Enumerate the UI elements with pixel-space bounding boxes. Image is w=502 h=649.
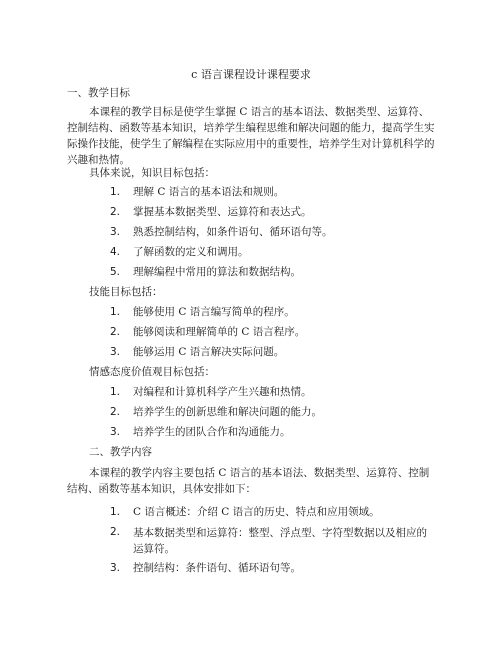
list-number: 1. — [110, 386, 121, 398]
list-number: 2. — [110, 326, 121, 338]
list-item: 能够使用 C 语言编写简单的程序。 — [133, 306, 295, 318]
list-number: 2. — [110, 406, 121, 418]
list-item: 能够运用 C 语言解决实际问题。 — [133, 346, 285, 358]
list-item: 培养学生的创新思维和解决问题的能力。 — [133, 406, 322, 418]
list-number: 4. — [110, 246, 121, 258]
list-item: C 语言概述：介绍 C 语言的历史、特点和应用领域。 — [133, 506, 380, 518]
list-item: 控制结构：条件语句、循环语句等。 — [133, 562, 301, 574]
skill-lead: 技能目标包括： — [89, 286, 163, 298]
section-heading-content: 二、教学内容 — [89, 446, 152, 458]
list-number: 3. — [110, 562, 121, 574]
intro-paragraph: 本课程的教学目标是使学生掌握 C 语言的基本语法、数据类型、运算符、控制结构、函数等基本知识，培养学生编程思维和解决问题的能力，提高学生实际操作技能，使学生了解编程在实际应用中的重要性，培养学生对计算机科学的兴趣和热情。 — [67, 106, 435, 166]
list-number: 1. — [110, 306, 121, 318]
list-item: 培养学生的团队合作和沟通能力。 — [133, 426, 291, 438]
list-item: 理解 C 语言的基本语法和规则。 — [133, 186, 285, 198]
list-item: 基本数据类型和运算符：整型、浮点型、字符型数据以及相应的运算符。 — [133, 527, 427, 555]
list-number: 3. — [110, 226, 121, 238]
section-heading-objectives: 一、教学目标 — [67, 87, 130, 99]
list-number: 2. — [110, 206, 121, 218]
list-number: 5. — [110, 266, 121, 278]
list-item: 对编程和计算机科学产生兴趣和热情。 — [133, 386, 312, 398]
list-item: 能够阅读和理解简单的 C 语言程序。 — [133, 326, 306, 338]
list-item: 理解编程中常用的算法和数据结构。 — [133, 266, 301, 278]
list-item: 熟悉控制结构，如条件语句、循环语句等。 — [133, 226, 333, 238]
list-item: 了解函数的定义和调用。 — [133, 246, 249, 258]
document-title: c 语言课程设计课程要求 — [191, 68, 311, 81]
knowledge-lead: 具体来说，知识目标包括： — [89, 167, 215, 179]
list-item: 掌握基本数据类型、运算符和表达式。 — [133, 206, 312, 218]
list-number: 3. — [110, 426, 121, 438]
content-paragraph: 本课程的教学内容主要包括 C 语言的基本语法、数据类型、运算符、控制结构、函数等基本知识，具体安排如下： — [67, 467, 430, 495]
attitude-lead: 情感态度价值观目标包括： — [89, 366, 215, 378]
list-number: 1. — [110, 506, 121, 518]
list-number: 1. — [110, 186, 121, 198]
list-number: 2. — [110, 526, 121, 538]
list-number: 3. — [110, 346, 121, 358]
